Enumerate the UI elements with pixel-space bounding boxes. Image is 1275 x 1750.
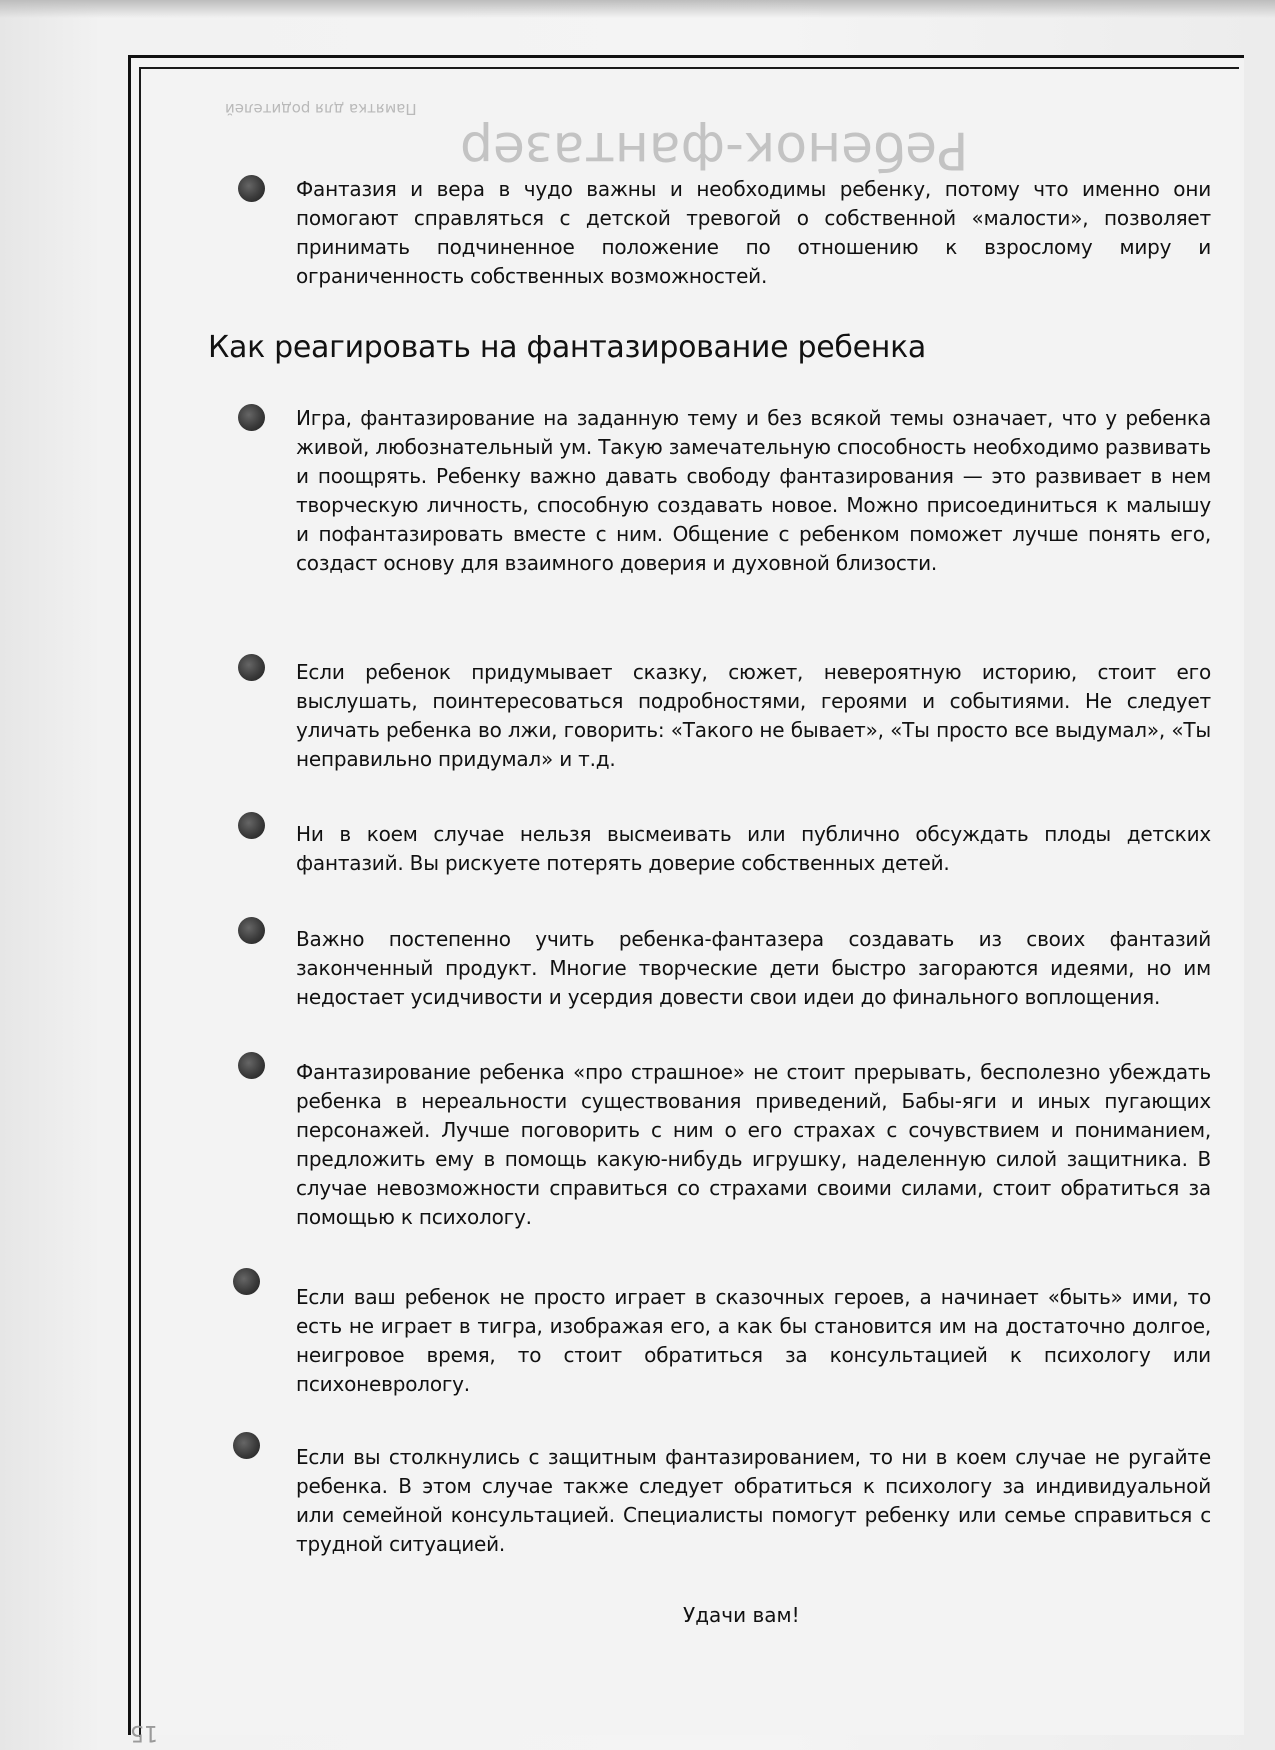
advice-item: Ни в коем случае нельзя высмеивать или публично обсуждать плоды детских фантазий. Вы рискуете потерять доверие собственных детей. — [296, 822, 1211, 875]
page-number: 15 — [130, 1720, 158, 1745]
bullet-icon — [238, 917, 265, 944]
bullet-icon — [238, 1052, 265, 1079]
bleed-through-header: Памятка для родителей — [225, 100, 417, 118]
advice-item: Если вы столкнулись с защитным фантазированием, то ни в коем случае не ругайте ребенка. В этом случае также следует обратиться к психологу за индивидуальной или семейной консультацией. Специалисты помогут ребенку или семье справиться с трудной ситуацией. — [296, 1445, 1211, 1556]
intro-paragraph: Фантазия и вера в чудо важны и необходимы ребенку, потому что именно они помогают справляться с детской тревогой о собственной «малости», позволяет принимать подчиненное положение по отношению к взрослому миру и ограниченность собственных возможностей. — [296, 177, 1211, 288]
bullet-icon — [238, 175, 265, 202]
advice-item: Если ваш ребенок не просто играет в сказочных героев, а начинает «быть» ими, то есть не играет в тигра, изображая его, а как бы становится им на достаточно долгое, неигровое время, то стоит обратиться за консультацией к психологу или психоневрологу. — [296, 1285, 1211, 1396]
advice-item: Игра, фантазирование на заданную тему и без всякой темы означает, что у ребенка живой, любознательный ум. Такую замечательную способность необходимо развивать и поощрять. Ребенку важно давать свободу фантазирования — это развивает в нем творческую личность, способную создавать новое. Можно присоединиться к малышу и пофантазировать вместе с ним. Общение с ребенком поможет лучше понять его, создаст основу для взаимного доверия и духовной близости. — [296, 406, 1211, 575]
bullet-icon — [233, 1432, 260, 1459]
advice-item: Важно постепенно учить ребенка-фантазера создавать из своих фантазий законченный продукт. Многие творческие дети быстро загораются идеями, но им недостает усидчивости и усердия довести свои идеи до финального воплощения. — [296, 927, 1211, 1009]
bleed-through-title: Ребенок-фантазер — [460, 120, 969, 180]
advice-item: Фантазирование ребенка «про страшное» не стоит прерывать, бесполезно убеждать ребенка в нереальности существования приведений, Бабы-яги и иных пугающих персонажей. Лучше поговорить с ним о его страхах с сочувствием и пониманием, предложить ему в помощь какую-нибудь игрушку, наделенную силой защитника. В случае невозможности справиться со страхами своими силами, стоит обратиться за помощью к психологу. — [296, 1060, 1211, 1229]
bullet-icon — [238, 654, 265, 681]
bullet-icon — [238, 812, 265, 839]
page-edge-shadow — [0, 0, 1275, 18]
bullet-icon — [233, 1268, 260, 1295]
bullet-icon — [238, 404, 265, 431]
section-heading: Как реагировать на фантазирование ребенка — [208, 330, 926, 365]
advice-item: Если ребенок придумывает сказку, сюжет, невероятную историю, стоит его выслушать, поинтересоваться подробностями, героями и событиями. Не следует уличать ребенка во лжи, говорить: «Такого не бывает», «Ты просто все выдумал», «Ты неправильно придумал» и т.д. — [296, 660, 1211, 771]
closing-wish: Удачи вам! — [683, 1603, 800, 1627]
